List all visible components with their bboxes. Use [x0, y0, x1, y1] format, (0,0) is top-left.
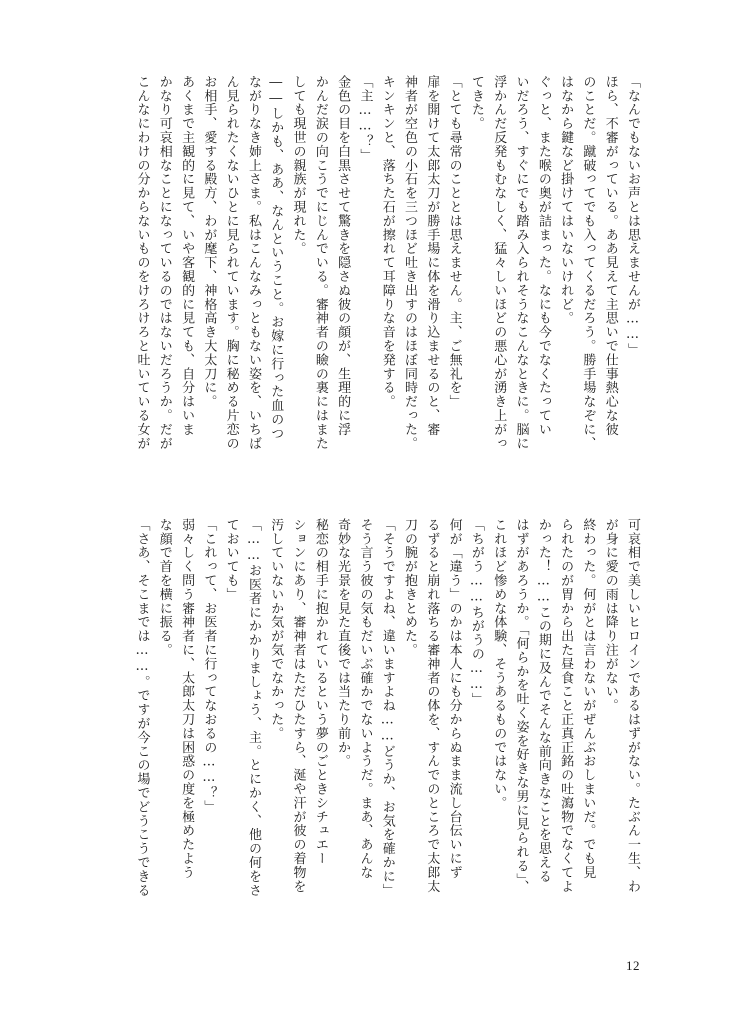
- text-line: ――しかも、ああ、なんということ。お嫁に行った血のつ: [268, 75, 284, 441]
- text-line: お相手、愛する殿方、わが麾下、神格高き大太刀に。: [201, 75, 217, 409]
- text-line: 浮かんだ反発もむなしく、猛々しいほどの悪心が湧き上がっ: [491, 75, 507, 451]
- text-line: はずがあろうか。「何らかを吐く姿を好きな男に見られる」、: [513, 518, 529, 895]
- text-line: てきた。: [468, 75, 484, 131]
- text-line: 汚していないか気が気でなかった。: [268, 518, 284, 741]
- text-line: 「主……？」: [357, 75, 373, 163]
- text-line: 何が「違う」のかは本人にも分からぬまま流し台伝いにず: [446, 518, 462, 880]
- text-line: が身に愛の雨は降り注がない。: [602, 518, 618, 713]
- text-line: かんだ涙の向こうでにじんでいる。審神者の瞼の裏にはまた: [312, 75, 328, 451]
- text-line: 「これって、お医者に行ってなおるの……？」: [201, 518, 217, 814]
- text-line: のことだ。蹴破ってでも入ってくるだろう。勝手場なぞに、: [580, 75, 596, 451]
- text-line: ぐっと、また喉の奥が詰まった。なにも今でなくたってい: [535, 75, 551, 437]
- text-line: られたのが胃から出た昼食こと正真正銘の吐瀉物でなくてよ: [558, 518, 574, 894]
- text-line: 神者が空色の小石を三つほど吐き出すのはほぼ同時だった。: [402, 75, 418, 451]
- text-line: 弱々しく問う審神者に、太郎太刀は困惑の度を極めたよう: [179, 518, 195, 880]
- text-block-lower: [134, 518, 643, 948]
- text-line: あくまで主観的に見て、いや客観的に見ても、自分はいま: [179, 75, 195, 437]
- text-line: しても現世の親族が現れた。: [290, 75, 306, 256]
- text-block-upper: [134, 75, 643, 505]
- text-line: ながりなき姉上さま。私はこんなみっともない姿を、いちば: [245, 75, 261, 451]
- text-line: いだろう、すぐにでも踏み入られそうなこんなときに。脳に: [513, 75, 529, 451]
- text-line: 可哀相で美しいヒロインであるはずがない。たぶん一生、わ: [625, 518, 640, 894]
- text-line: ておいても」: [223, 518, 239, 602]
- text-line: こんなにわけの分からないものをけろけろと吐いている女が: [134, 75, 150, 451]
- text-line: これほど惨めな体験、そうあるものではない。: [491, 518, 507, 810]
- text-line: 終わった。何がとは言わないがぜんぶおしまいだ。でも見: [580, 518, 596, 880]
- text-line: キンキンと、落ちた石が擦れて耳障りな音を発する。: [379, 75, 395, 409]
- text-line: 金色の目を白黒させて驚きを隠さぬ彼の顔が、生理的に浮: [335, 75, 351, 437]
- text-line: かなり可哀相なことになっているのではないだろうか。だが: [156, 75, 172, 451]
- text-line: 「さあ、そこまでは……。ですが今この場でどうこうできる: [134, 518, 150, 898]
- text-line: かった！……この期に及んでそんな前向きなことを思える: [535, 518, 551, 884]
- text-line: 「……お医者にかかりましょう、主。とにかく、他の何をさ: [245, 518, 261, 898]
- text-line: ん見られたくないひとに見られています。胸に秘める片恋の: [223, 75, 239, 451]
- text-line: 「なんでもないお声とは思えませんが……」: [625, 75, 640, 357]
- text-line: 「ちがう……ちがうの……」: [468, 518, 484, 707]
- text-line: そう言う彼の気もだいぶ確かでないようだ。まあ、あんな: [357, 518, 373, 880]
- text-line: はなから鍵など掛けてはいないけれど。: [558, 75, 574, 326]
- text-line: 秘恋の相手に抱かれているという夢のごときシチュエー: [312, 518, 328, 866]
- text-line: 奇妙な光景を見た直後では当たり前か。: [335, 518, 351, 769]
- text-line: ションにあり、審神者はただひたすら、涎や汗が彼の着物を: [290, 518, 306, 894]
- text-line: 「とても尋常のこととは思えません。主、ご無礼を」: [446, 75, 462, 409]
- text-line: 「そうですよね、違いますよね……どうか、お気を確かに」: [379, 518, 395, 898]
- text-line: 扉を開けて太郎太刀が勝手場に体を滑り込ませるのと、審: [424, 75, 440, 437]
- text-line: 刀の腕が抱きとめた。: [402, 518, 418, 657]
- page-number: 12: [626, 958, 640, 973]
- text-line: るずると崩れ落ちる審神者の体を、すんでのところで太郎太: [424, 518, 440, 894]
- text-line: な顔で首を横に振る。: [156, 518, 172, 657]
- text-line: ほら、不審がっている。ああ見えて主思いで仕事熱心な彼: [602, 75, 618, 437]
